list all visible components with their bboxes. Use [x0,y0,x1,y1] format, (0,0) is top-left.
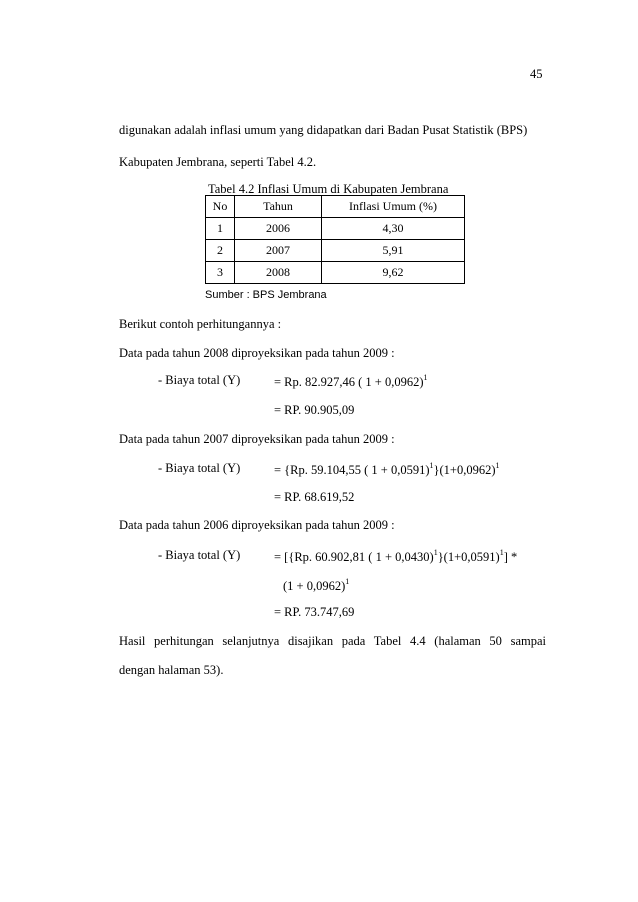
calc-result: = RP. 90.905,09 [274,403,355,417]
table-cell: 1 [206,218,235,240]
inflation-table [205,195,465,284]
table-row [206,262,465,284]
calc-result: = RP. 68.619,52 [274,490,355,504]
table-cell: 2006 [235,218,322,240]
table-cell: 2008 [235,262,322,284]
table-source: Sumber : BPS Jembrana [205,289,327,301]
calc-heading-2008: Data pada tahun 2008 diproyeksikan pada tahun 2009 : [119,346,395,360]
intro-text: Berikut contoh perhitungannya : [119,317,282,331]
paragraph-line: dengan halaman 53). [119,663,224,677]
calc-expression: = Rp. 82.927,46 ( 1 + 0,0962)$^1$ [274,373,428,389]
calc-label: - Biaya total (Y) [158,548,241,562]
calc-heading-2006: Data pada tahun 2006 diproyeksikan pada tahun 2009 : [119,518,395,532]
table-cell: 2 [206,240,235,262]
table-header-cell: Tahun [235,196,322,218]
table-cell: 5,91 [322,240,465,262]
calc-label: - Biaya total (Y) [158,373,241,387]
table-row [206,240,465,262]
table-header-cell: No [206,196,235,218]
table-header-cell: Inflasi Umum (%) [322,196,465,218]
table-caption: Tabel 4.2 Inflasi Umum di Kabupaten Jembrana [208,182,449,196]
calc-expression: = {Rp. 59.104,55 ( $1 + 0,0591)^1\}(1+0,0962)^1$ [274,461,500,477]
table-row [206,218,465,240]
paragraph-line: Kabupaten Jembrana, seperti Tabel 4.2. [119,155,317,169]
calc-heading-2007: Data pada tahun 2007 diproyeksikan pada tahun 2009 : [119,432,395,446]
calc-expression-continued: $(1 + 0,0962)^1$ [283,577,350,593]
table-cell: 9,62 [322,262,465,284]
table-header-row [206,196,465,218]
table-cell: 4,30 [322,218,465,240]
table-cell: 2007 [235,240,322,262]
calc-label: - Biaya total (Y) [158,461,241,475]
paragraph-line: digunakan adalah inflasi umum yang didapatkan dari Badan Pusat Statistik (BPS) [119,123,528,137]
page-number: 45 [530,67,543,81]
table-cell: 3 [206,262,235,284]
paragraph-line: Hasil perhitungan selanjutnya disajikan pada Tabel 4.4 (halaman 50 sampai [119,634,546,648]
calc-result: = RP. 73.747,69 [274,605,355,619]
calc-expression: = [{Rp. 60.902,81 ( $1 + 0,0430)^1\}(1+0,0591)^1$] * [274,548,518,564]
